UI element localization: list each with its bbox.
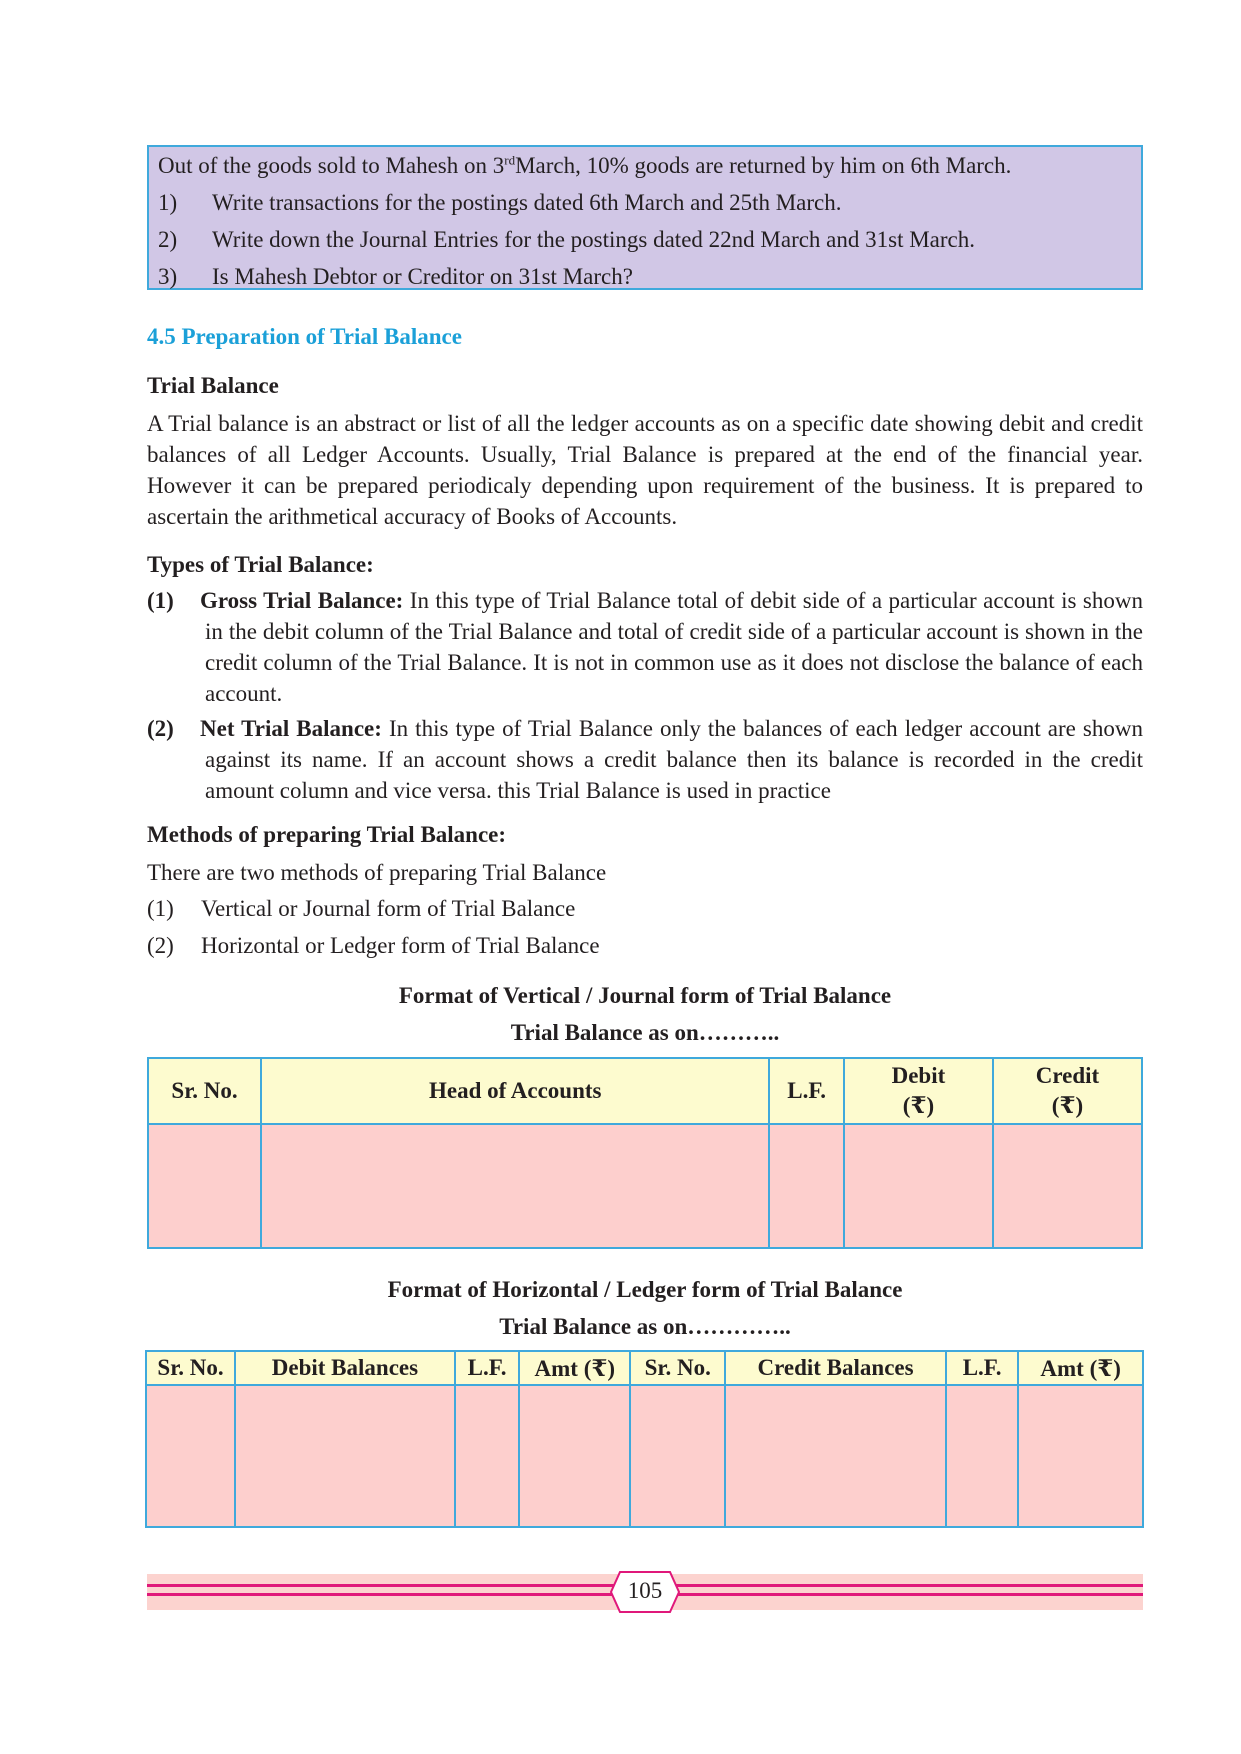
table-cell: [146, 1385, 235, 1527]
table-cell: [946, 1385, 1018, 1527]
header-credit-amt: Amt (₹): [1018, 1351, 1143, 1385]
header-debit: Debit (₹): [844, 1058, 993, 1124]
trial-balance-heading: Trial Balance: [147, 373, 279, 398]
table-cell: [519, 1385, 630, 1527]
section-title: 4.5 Preparation of Trial Balance: [147, 324, 462, 349]
header-credit-sr-no: Sr. No.: [630, 1351, 725, 1385]
horizontal-format-subtitle: Trial Balance as on…………..: [499, 1314, 791, 1339]
method-item: (1) Vertical or Journal form of Trial Balance: [147, 896, 576, 921]
type-item-net: (2) Net Trial Balance: In this type of Trial Balance only the balances of each ledger account are shown against its name. If an account shows a credit balance then its balance is recorded in the credit amount column and vice versa. this Trial Balance is used in practice: [147, 716, 1143, 803]
table-cell: [725, 1385, 946, 1527]
vertical-format-subtitle: Trial Balance as on………..: [510, 1020, 780, 1045]
table-cell: [455, 1385, 520, 1527]
horizontal-trial-balance-table: [145, 1350, 1144, 1528]
horizontal-format-title: Format of Horizontal / Ledger form of Trial Balance: [387, 1277, 903, 1302]
table-cell: [1018, 1385, 1143, 1527]
trial-balance-paragraph: A Trial balance is an abstract or list of all the ledger accounts as on a specific date showing debit and credit balances of all Ledger Accounts. Usually, Trial Balance is prepared at the end of the financial year. However it can be prepared periodicaly depending upon requirement of the business. It is prepared to ascertain the arithmetical accuracy of Books of Accounts.: [147, 411, 1143, 529]
header-head-of-accounts: Head of Accounts: [261, 1058, 769, 1124]
vertical-format-title: Format of Vertical / Journal form of Trial Balance: [398, 983, 892, 1008]
header-credit-balances: Credit Balances: [725, 1351, 946, 1385]
table-cell: [769, 1124, 844, 1248]
header-debit-amt: Amt (₹): [519, 1351, 630, 1385]
type-item-gross: (1) Gross Trial Balance: In this type of Trial Balance total of debit side of a particular account is shown in the debit column of the Trial Balance and total of credit side of a particular account is shown in the credit column of the Trial Balance. It is not in common use as it does not disclose the balance of each account.: [147, 588, 1143, 706]
table-cell: [630, 1385, 725, 1527]
header-credit: Credit (₹): [993, 1058, 1142, 1124]
header-sr-no: Sr. No.: [148, 1058, 261, 1124]
methods-heading: Methods of preparing Trial Balance:: [147, 822, 507, 847]
table-cell: [148, 1124, 261, 1248]
exercise-intro: Out of the goods sold to Mahesh on 3rdMarch, 10% goods are returned by him on 6th March.: [158, 152, 1012, 178]
types-heading: Types of Trial Balance:: [147, 552, 374, 577]
header-lf: L.F.: [769, 1058, 844, 1124]
table-cell: [261, 1124, 769, 1248]
page-number: 105: [627, 1578, 663, 1603]
vertical-trial-balance-table: [147, 1057, 1143, 1249]
methods-intro: There are two methods of preparing Trial Balance: [147, 860, 607, 885]
header-debit-sr-no: Sr. No.: [146, 1351, 235, 1385]
method-item: (2) Horizontal or Ledger form of Trial Balance: [147, 933, 600, 958]
exercise-box: [147, 145, 1143, 290]
header-debit-lf: L.F.: [455, 1351, 520, 1385]
header-debit-balances: Debit Balances: [235, 1351, 455, 1385]
table-cell: [235, 1385, 455, 1527]
table-cell: [993, 1124, 1142, 1248]
exercise-question: 1) Write transactions for the postings dated 6th March and 25th March.: [158, 190, 842, 215]
header-credit-lf: L.F.: [946, 1351, 1018, 1385]
table-cell: [844, 1124, 993, 1248]
exercise-question: 2) Write down the Journal Entries for the postings dated 22nd March and 31st March.: [158, 227, 976, 252]
exercise-question: 3) Is Mahesh Debtor or Creditor on 31st March?: [158, 264, 633, 289]
